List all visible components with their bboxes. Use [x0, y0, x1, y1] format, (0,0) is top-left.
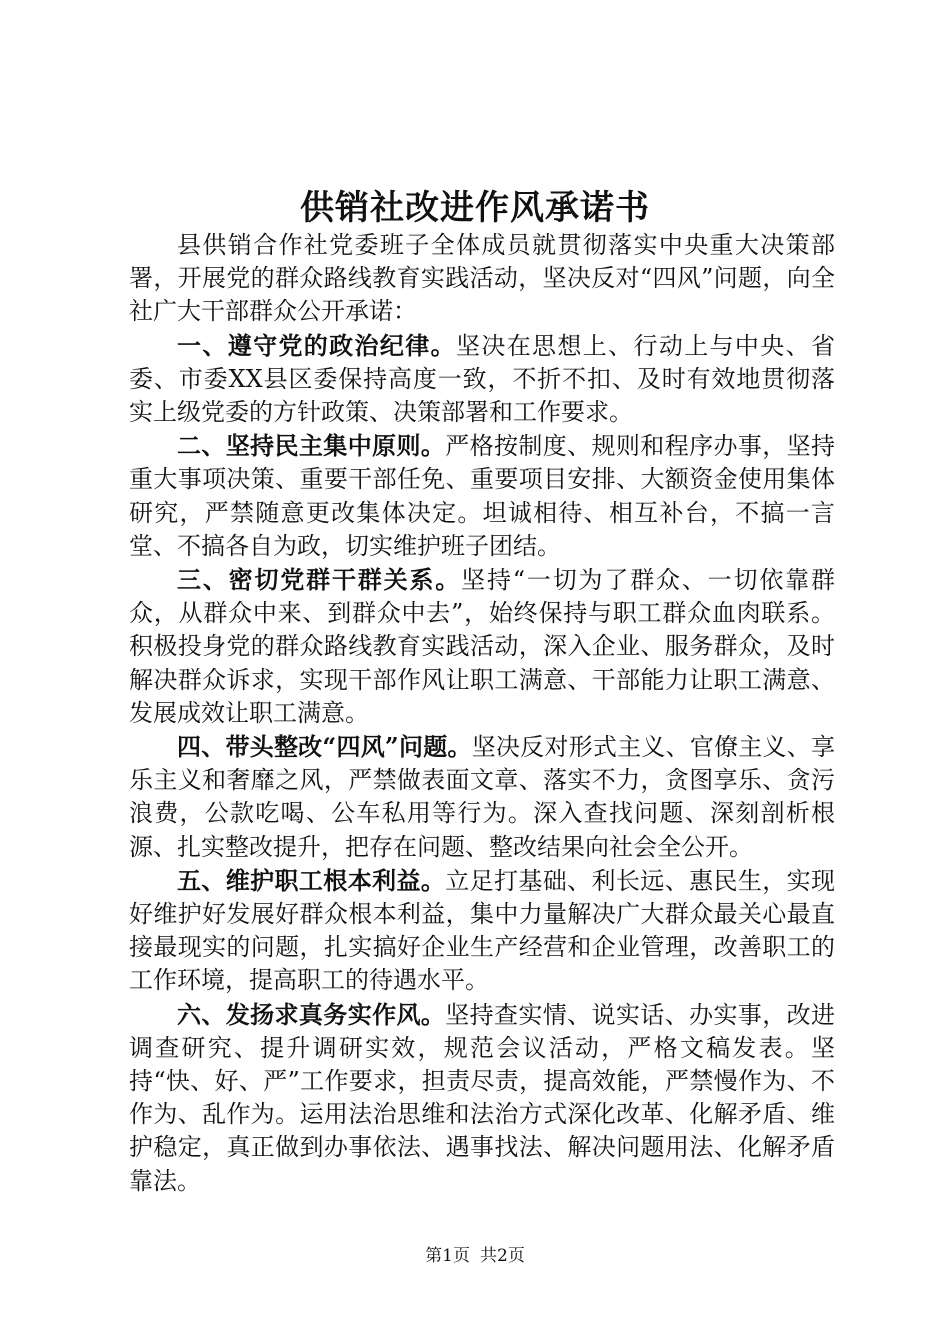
page-total: 共2页 [480, 1246, 525, 1266]
section-paragraph [129, 563, 835, 730]
section-paragraph [129, 429, 835, 563]
section-heading: 一、遵守党的政治纪律。 [177, 330, 456, 360]
document-body [129, 229, 835, 1198]
section-heading: 五、维护职工根本利益。 [177, 865, 446, 895]
section-heading: 六、发扬求真务实作风。 [177, 999, 446, 1029]
page-number: 第1页 [425, 1246, 470, 1266]
section-text: 坚持查实情、说实话、办实事，改进调查研究、提升调研实效，规范会议活动，严格文稿发表。坚持“快、好、严”工作要求，担责尽责，提高效能，严禁慢作为、不作为、乱作为。运用法治思维和法治方式深化改革、化解矛盾、维护稳定，真正做到办事依法、遇事找法、解决问题用法、化解矛盾靠法。 [129, 1000, 836, 1195]
page-footer [0, 1244, 950, 1268]
section-heading: 三、密切党群干群关系。 [177, 565, 462, 595]
section-text: 严格按制度、规则和程序办事，坚持重大事项决策、重要干部任免、重要项目安排、大额资金使用集体研究，严禁随意更改集体决定。坦诚相待、相互补台，不搞一言堂、不搞各自为政，切实维护班子团结。 [129, 432, 836, 560]
section-heading: 二、坚持民主集中原则。 [177, 431, 446, 461]
section-text: 坚决反对形式主义、官僚主义、享乐主义和奢靡之风，严禁做表面文章、落实不力，贪图享乐、贪污浪费，公款吃喝、公车私用等行为。深入查找问题、深刻剖析根源、扎实整改提升，把存在问题、整改结果向社会全公开。 [129, 733, 836, 861]
document-title: 供销社改进作风承诺书 [300, 188, 650, 228]
intro-paragraph: 县供销合作社党委班子全体成员就贯彻落实中央重大决策部署，开展党的群众路线教育实践活动，坚决反对“四风”问题，向全社广大干部群众公开承诺： [129, 231, 835, 326]
section-text: 坚持“一切为了群众、一切依靠群众，从群众中来、到群众中去”，始终保持与职工群众血肉联系。积极投身党的群众路线教育实践活动，深入企业、服务群众，及时解决群众诉求，实现干部作风让职工满意、干部能力让职工满意、发展成效让职工满意。 [129, 566, 835, 727]
section-paragraph [129, 730, 835, 864]
section-heading: 四、带头整改“四风”问题。 [177, 732, 472, 762]
section-text: 立足打基础、利长远、惠民生，实现好维护好发展好群众根本利益，集中力量解决广大群众最关心最直接最现实的问题，扎实搞好企业生产经营和企业管理，改善职工的工作环境，提高职工的待遇水平。 [129, 866, 836, 995]
section-paragraph [129, 998, 835, 1198]
section-paragraph [129, 864, 835, 998]
section-text: 坚决在思想上、行动上与中央、省委、市委XX县区委保持高度一致，不折不扣、及时有效地贯彻落实上级党委的方针政策、决策部署和工作要求。 [129, 331, 836, 427]
section-paragraph [129, 329, 835, 430]
